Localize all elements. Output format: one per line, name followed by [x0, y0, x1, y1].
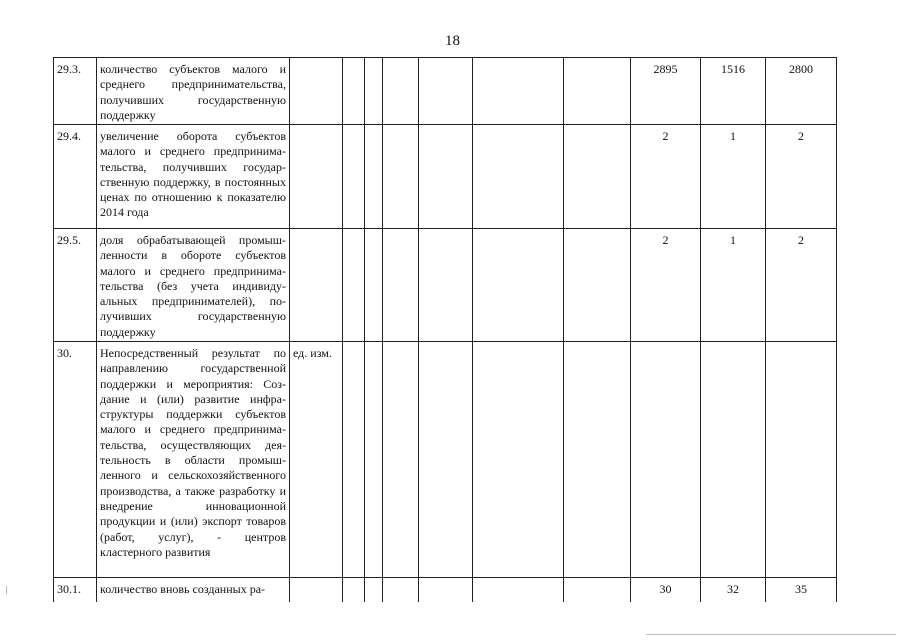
empty-cell — [564, 125, 631, 229]
value-cell: 1516 — [701, 58, 766, 125]
unit-cell — [290, 125, 343, 229]
row-number: 30.1. — [54, 578, 97, 618]
empty-cell — [419, 125, 473, 229]
row-description: доля обрабатывающей промышленности в обороте субъектов малого и среднего предпринимательства (без учета индивидуальных предпринимателей), получивших государственную поддержку — [97, 229, 290, 342]
row-description: количество субъектов малого и среднего предпринимательства, получивших государственную поддержку — [97, 58, 290, 125]
empty-cell — [419, 342, 473, 578]
empty-cell — [365, 125, 383, 229]
empty-cell — [383, 342, 419, 578]
table-row — [54, 58, 837, 125]
empty-cell — [564, 342, 631, 578]
empty-cell — [383, 229, 419, 342]
value-cell: 1 — [701, 229, 766, 342]
empty-cell — [343, 342, 365, 578]
unit-cell: ед. изм. — [290, 342, 343, 578]
value-cell: 2 — [631, 229, 701, 342]
value-cell: 2800 — [766, 58, 837, 125]
empty-cell — [343, 229, 365, 342]
value-cell: 2 — [766, 229, 837, 342]
value-cell: 35 — [766, 578, 837, 618]
empty-cell — [383, 58, 419, 125]
unit-cell — [290, 229, 343, 342]
row-number: 29.3. — [54, 58, 97, 125]
table-row — [54, 125, 837, 229]
empty-cell — [473, 58, 564, 125]
empty-cell — [365, 58, 383, 125]
value-cell — [701, 342, 766, 578]
value-cell — [766, 342, 837, 578]
row-description: увеличение оборота субъектов малого и среднего предпринимательства, получивших государственную поддержку, в постоянных ценах по отношению к показателю 2014 года — [97, 125, 290, 229]
value-cell: 2895 — [631, 58, 701, 125]
row-number: 30. — [54, 342, 97, 578]
table-row — [54, 229, 837, 342]
empty-cell — [473, 342, 564, 578]
row-description: количество вновь созданных ра- — [97, 578, 290, 618]
empty-cell — [365, 229, 383, 342]
empty-cell — [365, 342, 383, 578]
unit-cell — [290, 58, 343, 125]
indicators-table — [53, 57, 837, 618]
row-description: Непосредственный результат по направлению государственной поддержки и мероприятия: Создание и (или) развитие инфраструктуры поддержки субъектов малого и среднего предпринимательства, осуществляющих деятельность в области промышленного и сельскохозяйственного производства, а также разработку и внедрение инновационной продукции и (или) экспорт товаров (работ, услуг), - центров кластерного развития — [97, 342, 290, 578]
empty-cell — [564, 229, 631, 342]
empty-cell — [419, 229, 473, 342]
row-number: 29.5. — [54, 229, 97, 342]
value-cell: 2 — [631, 125, 701, 229]
empty-cell — [419, 58, 473, 125]
page-number: 18 — [445, 33, 460, 49]
empty-cell — [473, 229, 564, 342]
value-cell: 1 — [701, 125, 766, 229]
empty-cell — [383, 125, 419, 229]
empty-cell — [473, 125, 564, 229]
empty-cell — [564, 58, 631, 125]
value-cell — [631, 342, 701, 578]
empty-cell — [343, 58, 365, 125]
value-cell: 30 — [631, 578, 701, 618]
empty-cell — [343, 125, 365, 229]
value-cell: 2 — [766, 125, 837, 229]
value-cell: 32 — [701, 578, 766, 618]
table-row — [54, 342, 837, 578]
scan-artifact — [646, 634, 896, 635]
row-number: 29.4. — [54, 125, 97, 229]
scan-artifact — [6, 586, 7, 594]
